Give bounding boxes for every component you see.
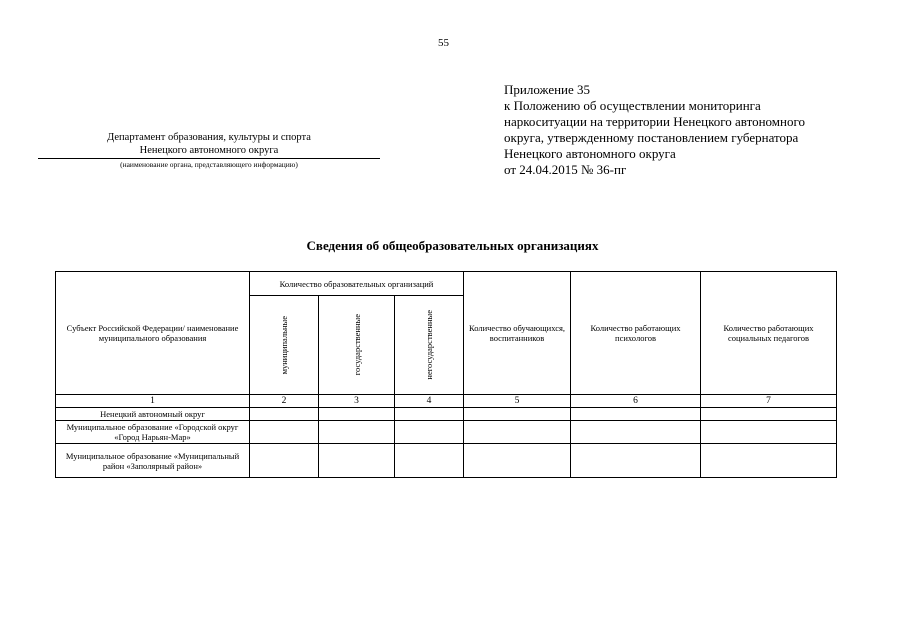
column-number: 4 [395, 395, 464, 408]
table-cell [571, 421, 701, 444]
appendix-line: Ненецкого автономного округа [504, 146, 676, 161]
row-subject-name: Муниципальное образование «Городской округ «Город Нарьян-Мар» [56, 421, 250, 444]
appendix-line: к Положению об осуществлении мониторинга [504, 98, 761, 113]
header-row [56, 272, 837, 296]
table-cell [395, 421, 464, 444]
page-number: 55 [438, 37, 449, 49]
table-row [56, 444, 837, 478]
org-name-line2: Ненецкого автономного округа [139, 145, 279, 156]
header-org-count-group: Количество образовательных организаций [250, 272, 464, 296]
column-number: 2 [250, 395, 319, 408]
appendix-line: наркоситуации на территории Ненецкого автономного [504, 114, 805, 129]
table-cell [250, 421, 319, 444]
table-row [56, 421, 837, 444]
table-cell [464, 408, 571, 421]
header-municipal-label: муниципальные [279, 315, 289, 375]
column-number: 5 [464, 395, 571, 408]
header-students: Количество обучающихся, воспитанников [464, 272, 571, 395]
table-cell [319, 444, 395, 478]
table-cell [701, 421, 837, 444]
header-subject: Субъект Российской Федерации/ наименование муниципального образования [56, 272, 250, 395]
header-nonstate [395, 296, 464, 395]
appendix-line: округа, утвержденному постановлением губернатора [504, 130, 799, 145]
row-subject-name: Муниципальное образование «Муниципальный район «Заполярный район» [56, 444, 250, 478]
column-number: 7 [701, 395, 837, 408]
reporting-organization [38, 131, 380, 170]
table-cell [464, 444, 571, 478]
table-cell [319, 421, 395, 444]
column-number: 6 [571, 395, 701, 408]
header-social-teachers: Количество работающих социальных педагогов [701, 272, 837, 395]
header-state-label: государственные [351, 314, 362, 376]
org-name-line1: Департамент образования, культуры и спорта [107, 132, 311, 143]
table-cell [571, 408, 701, 421]
header-municipal [250, 296, 319, 395]
appendix-note [504, 82, 864, 178]
header-nonstate-label: негосударственные [424, 310, 434, 380]
table-cell [701, 408, 837, 421]
table-cell [571, 444, 701, 478]
table-cell [250, 408, 319, 421]
header-psychologists: Количество работающих психологов [571, 272, 701, 395]
table-cell [395, 408, 464, 421]
org-underline [38, 158, 380, 159]
column-number: 1 [56, 395, 250, 408]
table-cell [250, 444, 319, 478]
header-state [319, 296, 395, 395]
row-subject-name: Ненецкий автономный округ [56, 408, 250, 421]
appendix-line: Приложение 35 [504, 82, 591, 97]
org-caption: (наименование органа, представляющего информацию) [120, 160, 298, 169]
column-number-row [56, 395, 837, 408]
table-row [56, 408, 837, 421]
table-cell [395, 444, 464, 478]
organizations-table [55, 271, 837, 478]
table-cell [701, 444, 837, 478]
table-cell [464, 421, 571, 444]
appendix-line: от 24.04.2015 № 36-пг [504, 162, 627, 177]
document-title: Сведения об общеобразовательных организациях [306, 238, 599, 253]
table-cell [319, 408, 395, 421]
column-number: 3 [319, 395, 395, 408]
